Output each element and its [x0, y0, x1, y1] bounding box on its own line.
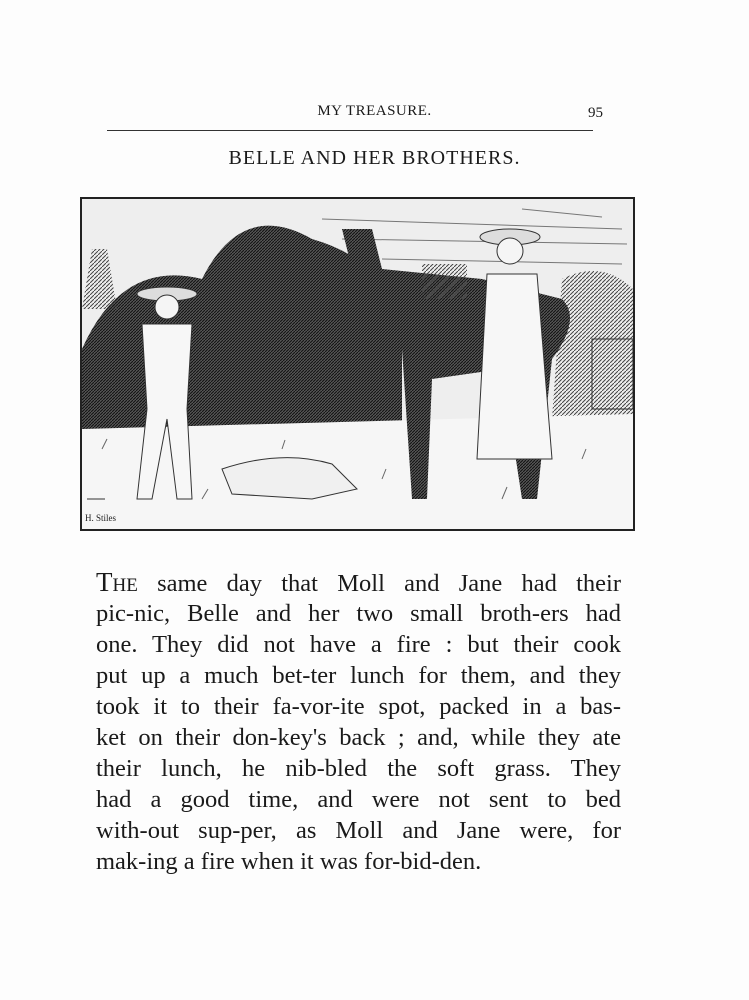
- text-line: put up a much bet-ter lunch for them, and they: [96, 662, 621, 689]
- text-line: their lunch, he nib-bled the soft grass. They: [96, 755, 621, 782]
- text-line: ket on their don-key's back ; and, while they ate: [96, 724, 621, 751]
- body-text: [96, 567, 621, 877]
- text-line: took it to their fa-vor-ite spot, packed in a bas-: [96, 693, 621, 720]
- text-line: one. They did not have a fire : but their cook: [96, 631, 621, 658]
- chapter-title: BELLE AND HER BROTHERS.: [228, 147, 521, 169]
- text-line: mak-ing a fire when it was for-bid-den.: [96, 848, 482, 875]
- artist-signature: H. Stiles: [85, 513, 117, 523]
- running-title: MY TREASURE.: [317, 103, 432, 119]
- small-caps: HE: [112, 575, 138, 596]
- text-line: with-out sup-per, as Moll and Jane were, for: [96, 817, 621, 844]
- text-line: pic-nic, Belle and her two small broth-ers had: [96, 600, 621, 627]
- engraving-illustration: [80, 197, 635, 531]
- text-line: [96, 567, 621, 598]
- drop-cap: T: [96, 567, 113, 597]
- text-line: had a good time, and were not sent to bed: [96, 786, 621, 813]
- engraving-drawing: [82, 199, 633, 529]
- page-number: 95: [588, 105, 603, 121]
- header-rule: [107, 130, 593, 131]
- line-text: same day that Moll and Jane had their: [137, 570, 621, 597]
